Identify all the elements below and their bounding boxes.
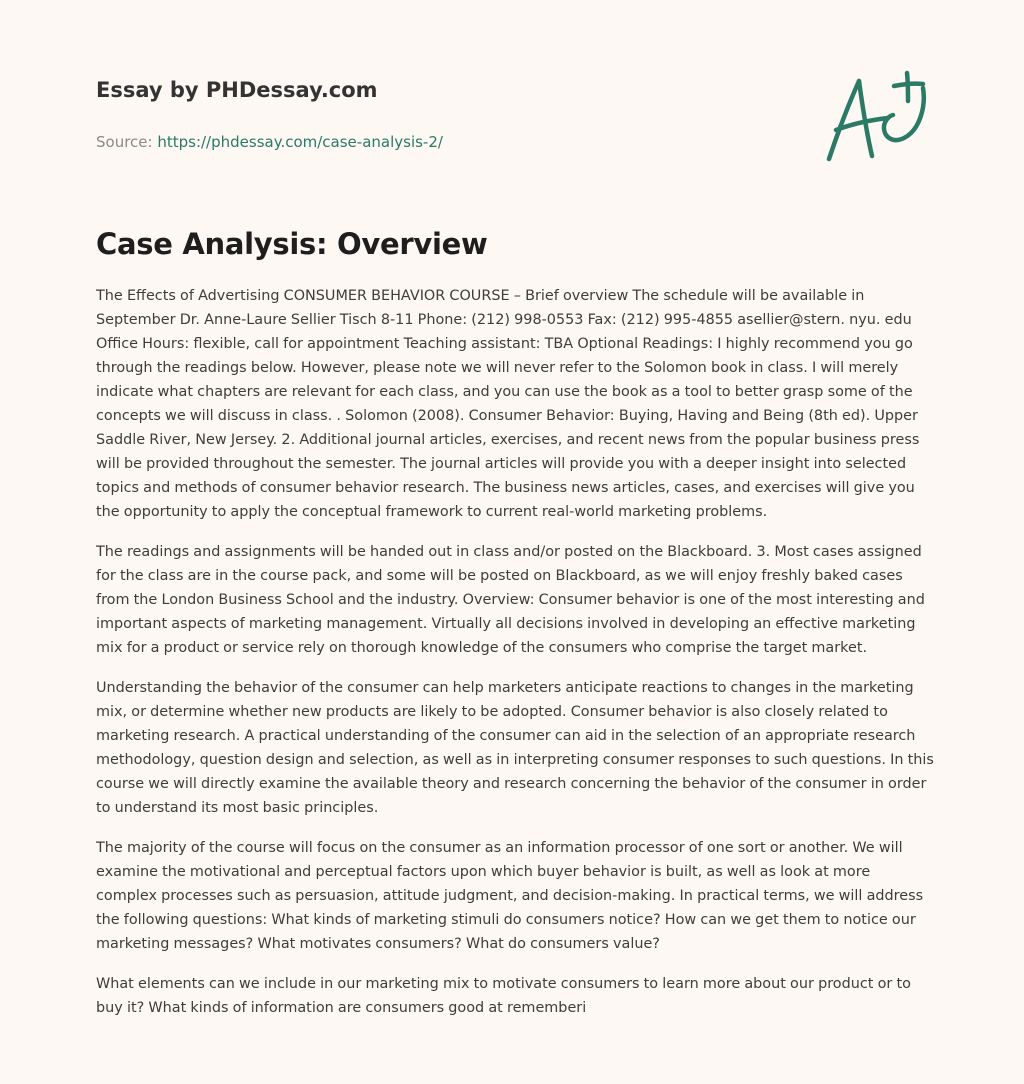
page-header: [96, 72, 816, 152]
source-link[interactable]: https://phdessay.com/case-analysis-2/: [157, 133, 443, 151]
article-paragraph: The readings and assignments will be handed out in class and/or posted on the Blackboard. 3. Most cases assigned for the class are in the course pack, and some will be posted on Blackboard, as we will enjoy freshly baked cases from the London Business School and the industry. Overview: Consumer behavior is one of the most interesting and important aspects of marketing management. Virtually all decisions involved in developing an effective marketing mix for a product or service rely on thorough knowledge of the consumers who comprise the target market.: [96, 544, 925, 656]
article-paragraph: What elements can we include in our marketing mix to motivate consumers to learn more about our product or to buy it? What kinds of information are consumers good at rememberi: [96, 976, 911, 1016]
article-body: [96, 284, 934, 1036]
source-label: Source:: [96, 133, 158, 151]
article-title: Case Analysis: Overview: [96, 227, 488, 261]
a-plus-logo-icon: [822, 68, 928, 164]
article-paragraph: The Effects of Advertising CONSUMER BEHAVIOR COURSE – Brief overview The schedule will be available in September Dr. Anne-Laure Sellier Tisch 8-11 Phone: (212) 998-0553 Fax: (212) 995-4855 asellier@stern. nyu. edu Office Hours: flexible, call for appointment Teaching assistant: TBA Optional Readings: I highly recommend you go through the readings below. However, please note we will never refer to the Solomon book in class. I will merely indicate what chapters are relevant for each class, and you can use the book as a tool to better grasp some of the concepts we will discuss in class. . Solomon (2008). Consumer Behavior: Buying, Having and Being (8th ed). Upper Saddle River, New Jersey. 2. Additional journal articles, exercises, and recent news from the popular business press will be provided throughout the semester. The journal articles will provide you with a deeper insight into selected topics and methods of consumer behavior research. The business news articles, cases, and exercises will give you the opportunity to apply the conceptual framework to current real-world marketing problems.: [96, 288, 920, 520]
article-paragraph: Understanding the behavior of the consumer can help marketers anticipate reactions to changes in the marketing mix, or determine whether new products are likely to be adopted. Consumer behavior is also closely related to marketing research. A practical understanding of the consumer can aid in the selection of an appropriate research methodology, question design and selection, as well as in interpreting consumer responses to such questions. In this course we will directly examine the available theory and research concerning the behavior of the consumer in order to understand its most basic principles.: [96, 680, 934, 816]
article-paragraph: The majority of the course will focus on the consumer as an information processor of one sort or another. We will examine the motivational and perceptual factors upon which buyer behavior is built, as well as look at more complex processes such as persuasion, attitude judgment, and decision-making. In practical terms, we will address the following questions: What kinds of marketing stimuli do consumers notice? How can we get them to notice our marketing messages? What motivates consumers? What do consumers value?: [96, 840, 924, 952]
site-brand: Essay by PHDessay.com: [96, 78, 378, 102]
source-line: [96, 132, 816, 152]
